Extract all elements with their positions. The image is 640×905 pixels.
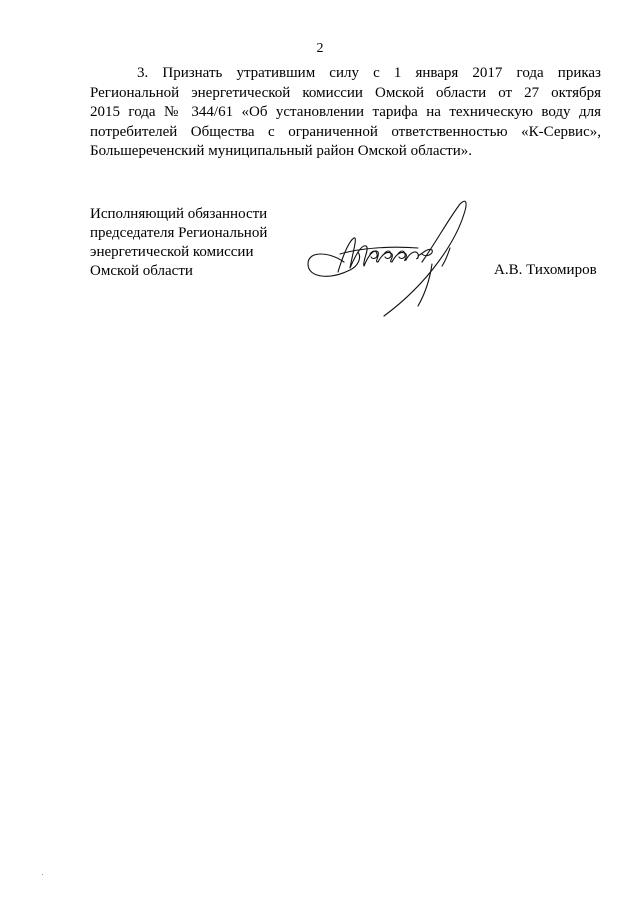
scan-speck [42,874,43,875]
signer-title-line: Омской области [90,263,193,279]
paragraph-line: Региональной энергетической комиссии Омской области от 27 октября [90,84,601,101]
paragraph-line: потребителей Общества с ограниченной ответственностью «К-Сервис», [90,123,601,140]
signer-title-line: председателя Региональной [90,225,268,241]
handwritten-signature [300,192,480,322]
paragraph-line: Большереченский муниципальный район Омской области». [90,143,472,159]
signer-title-line: энергетической комиссии [90,244,254,260]
paragraph-line: 2015 года № 344/61 «Об установлении тарифа на техническую воду для [90,104,601,120]
signer-title-line: Исполняющий обязанности [90,206,268,222]
signer-name: А.В. Тихомиров [494,262,597,278]
signer-title [90,205,290,281]
paragraph-line: 3. Признать утратившим силу с 1 января 2017 года приказ [137,65,601,81]
page-number: 2 [316,41,324,56]
paragraph-item-3 [90,64,601,162]
